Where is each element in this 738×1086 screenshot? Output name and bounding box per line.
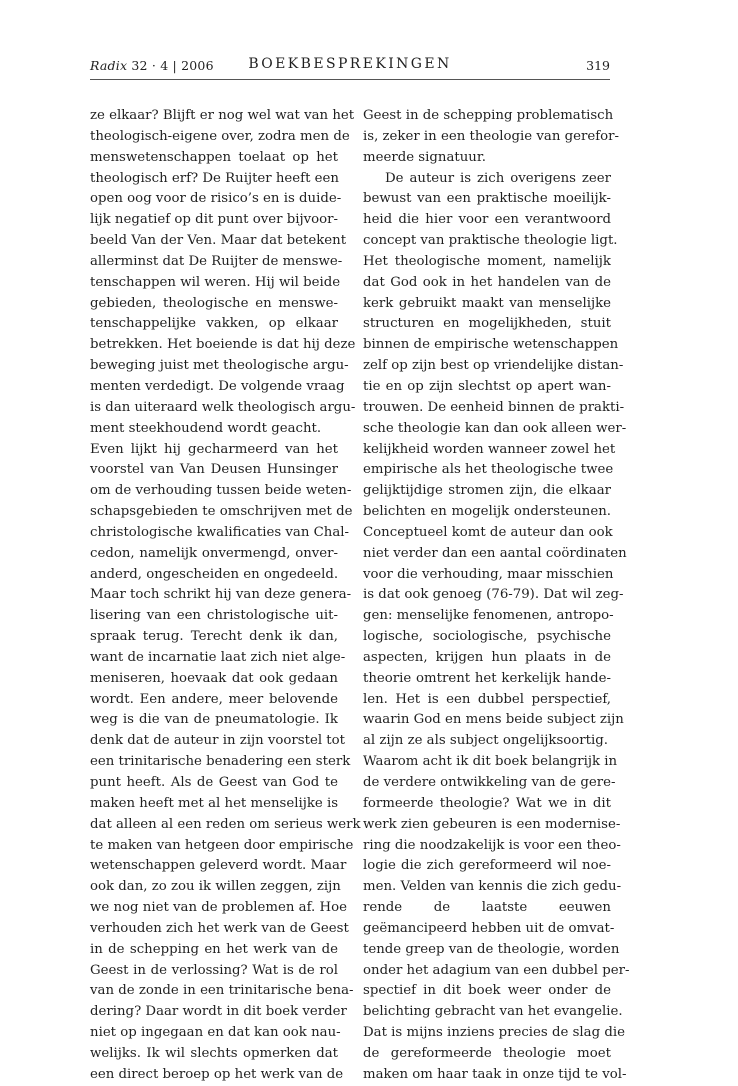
text-line: niet op ingegaan en dat kan ook nau- <box>90 1025 341 1041</box>
text-line: de gereformeerde theologie moet <box>363 1045 611 1061</box>
text-line: wordt. Een andere, meer belovende <box>90 691 338 707</box>
text-line: Conceptueel komt de auteur dan ook <box>363 524 613 540</box>
text-line: gelijktijdige stromen zijn, die elkaar <box>363 483 611 499</box>
section-title: BOEKBESPREKINGEN <box>248 56 452 72</box>
text-line: voorstel van Van Deusen Hunsinger <box>90 462 338 478</box>
text-line: binnen de empirische wetenschappen <box>363 337 619 353</box>
text-line: theologisch-eigene over, zodra men de <box>90 128 350 144</box>
text-line: men. Velden van kennis die zich gedu- <box>363 879 622 895</box>
journal-name: Radix <box>90 58 128 73</box>
text-line: denk dat de auteur in zijn voorstel tot <box>90 733 345 749</box>
text-line: aspecten, krijgen hun plaats in de <box>363 649 611 665</box>
text-line: welijks. Ik wil slechts opmerken dat <box>90 1045 338 1061</box>
text-line: trouwen. De eenheid binnen de prakti- <box>363 399 625 415</box>
text-line: voor die verhouding, maar misschien <box>363 566 614 582</box>
text-line: want de incarnatie laat zich niet alge- <box>90 649 346 665</box>
text-line: in de schepping en het werk van de <box>90 941 338 957</box>
text-line: dering? Daar wordt in dit boek verder <box>90 1004 347 1020</box>
text-line: van de zonde in een trinitarische bena- <box>90 983 354 999</box>
text-line: tende greep van de theologie, worden <box>363 941 620 957</box>
text-line: ook dan, zo zou ik willen zeggen, zijn <box>90 879 341 895</box>
text-line: te maken van hetgeen door empirische <box>90 837 354 853</box>
text-line: maken heeft met al het menselijke is <box>90 795 339 811</box>
text-line: wetenschappen geleverd wordt. Maar <box>90 858 347 874</box>
text-line: weg is die van de pneumatologie. Ik <box>90 712 338 728</box>
text-line: maken om haar taak in onze tijd te vol- <box>363 1066 627 1082</box>
text-line: kerk gebruikt maakt van menselijke <box>363 295 611 311</box>
text-line: de verdere ontwikkeling van de gere- <box>363 775 616 790</box>
text-line: kelijkheid worden wanneer zowel het <box>363 441 616 457</box>
text-line: gen: menselijke fenomenen, antropo- <box>363 608 614 624</box>
text-line: niet verder dan een aantal coördinaten <box>363 545 627 561</box>
journal-volume: 32 · 4 | 2006 <box>131 58 214 73</box>
text-line: Dat is mijns inziens precies de slag die <box>363 1025 625 1041</box>
text-line: structuren en mogelijkheden, stuit <box>363 316 611 332</box>
text-line: waarin God en mens beide subject zijn <box>363 712 624 728</box>
text-line: Geest in de schepping problematisch <box>363 108 614 123</box>
text-line: allerminst dat De Ruijter de menswe- <box>90 253 343 269</box>
text-line: ze elkaar? Blijft er nog wel wat van het <box>90 108 355 123</box>
text-line: ring die noodzakelijk is voor een theo- <box>363 837 621 853</box>
text-line: beeld Van der Ven. Maar dat betekent <box>90 233 347 249</box>
page-number: 319 <box>586 58 610 73</box>
text-line: logie die zich gereformeerd wil noe- <box>363 858 611 874</box>
text-line: cedon, namelijk onvermengd, onver- <box>90 545 338 561</box>
text-line: zelf op zijn best op vriendelijke distan- <box>363 358 624 374</box>
text-line: menswetenschappen toelaat op het <box>90 149 338 165</box>
text-line: spectief in dit boek weer onder de <box>363 983 611 999</box>
text-line: logische, sociologische, psychische <box>363 629 611 645</box>
text-line: onder het adagium van een dubbel per- <box>363 962 630 978</box>
text-line: De auteur is zich overigens zeer <box>385 170 611 186</box>
text-line: christologische kwalificaties van Chal- <box>90 524 350 540</box>
text-line: lijk negatief op dit punt over bijvoor- <box>90 212 338 228</box>
text-line: bewust van een praktische moeilijk- <box>363 191 611 207</box>
text-line: Geest in de verlossing? Wat is de rol <box>90 962 338 978</box>
text-line: is dat ook genoeg (76-79). Dat wil zeg- <box>363 587 624 603</box>
text-line: Waarom acht ik dit boek belangrijk in <box>363 754 618 770</box>
text-line: gebieden, theologische en menswe- <box>90 295 338 311</box>
text-line: open oog voor de risico’s en is duide- <box>90 191 342 207</box>
text-line: sche theologie kan dan ook alleen wer- <box>363 420 627 436</box>
text-line: punt heeft. Als de Geest van God te <box>90 775 338 790</box>
text-line: werk zien gebeuren is een modernise- <box>363 816 621 832</box>
text-line: is, zeker in een theologie van gerefor- <box>363 128 619 144</box>
text-line: beweging juist met theologische argu- <box>90 358 349 374</box>
text-line: belichting gebracht van het evangelie. <box>363 1004 623 1020</box>
text-line: theorie omtrent het kerkelijk hande- <box>363 670 611 686</box>
text-line: dat God ook in het handelen van de <box>363 274 611 290</box>
text-line: empirische als het theologische twee <box>363 462 614 478</box>
text-line: lisering van een christologische uit- <box>90 608 338 624</box>
text-line: theologisch erf? De Ruijter heeft een <box>90 170 339 186</box>
text-line: belichten en mogelijk ondersteunen. <box>363 504 611 520</box>
text-line: tenschappelijke vakken, op elkaar <box>90 316 338 332</box>
text-line: een direct beroep op het werk van de <box>90 1066 344 1082</box>
text-line: concept van praktische theologie ligt. <box>363 233 618 249</box>
text-line: meniseren, hoevaak dat ook gedaan <box>90 670 338 686</box>
text-line: ment steekhoudend wordt geacht. <box>90 420 322 436</box>
text-line: heid die hier voor een verantwoord <box>363 212 611 228</box>
text-line: tie en op zijn slechtst op apert wan- <box>363 378 611 394</box>
text-line: schapsgebieden te omschrijven met de <box>90 504 353 520</box>
text-line: betrekken. Het boeiende is dat hij deze <box>90 337 356 353</box>
text-line: is dan uiteraard welk theologisch argu- <box>90 399 356 415</box>
running-header <box>90 58 610 80</box>
text-line: rende de laatste eeuwen <box>363 900 611 916</box>
text-line: al zijn ze als subject ongelijksoortig. <box>363 733 608 749</box>
text-line: we nog niet van de problemen af. Hoe <box>90 900 347 916</box>
text-line: menten verdedigt. De volgende vraag <box>90 378 345 394</box>
text-line: dat alleen al een reden om serieus werk <box>90 816 361 832</box>
text-line: verhouden zich het werk van de Geest <box>90 920 349 936</box>
header-rule <box>90 79 610 80</box>
text-line: spraak terug. Terecht denk ik dan, <box>90 629 338 645</box>
text-line: Het theologische moment, namelijk <box>363 253 611 269</box>
right-text-column <box>363 106 630 1086</box>
text-line: geëmancipeerd hebben uit de omvat- <box>363 920 615 936</box>
text-line: tenschappen wil weren. Hij wil beide <box>90 274 341 290</box>
text-line: een trinitarische benadering een sterk <box>90 754 351 770</box>
text-line: formeerde theologie? Wat we in dit <box>363 795 611 811</box>
text-line: om de verhouding tussen beide weten- <box>90 483 352 499</box>
text-line: Maar toch schrikt hij van deze genera- <box>90 587 352 603</box>
left-text-column <box>90 106 361 1086</box>
text-line: meerde signatuur. <box>363 149 486 165</box>
text-line: Even lijkt hij gecharmeerd van het <box>90 441 338 457</box>
text-line: len. Het is een dubbel perspectief, <box>363 691 611 707</box>
text-line: anderd, ongescheiden en ongedeeld. <box>90 566 339 582</box>
